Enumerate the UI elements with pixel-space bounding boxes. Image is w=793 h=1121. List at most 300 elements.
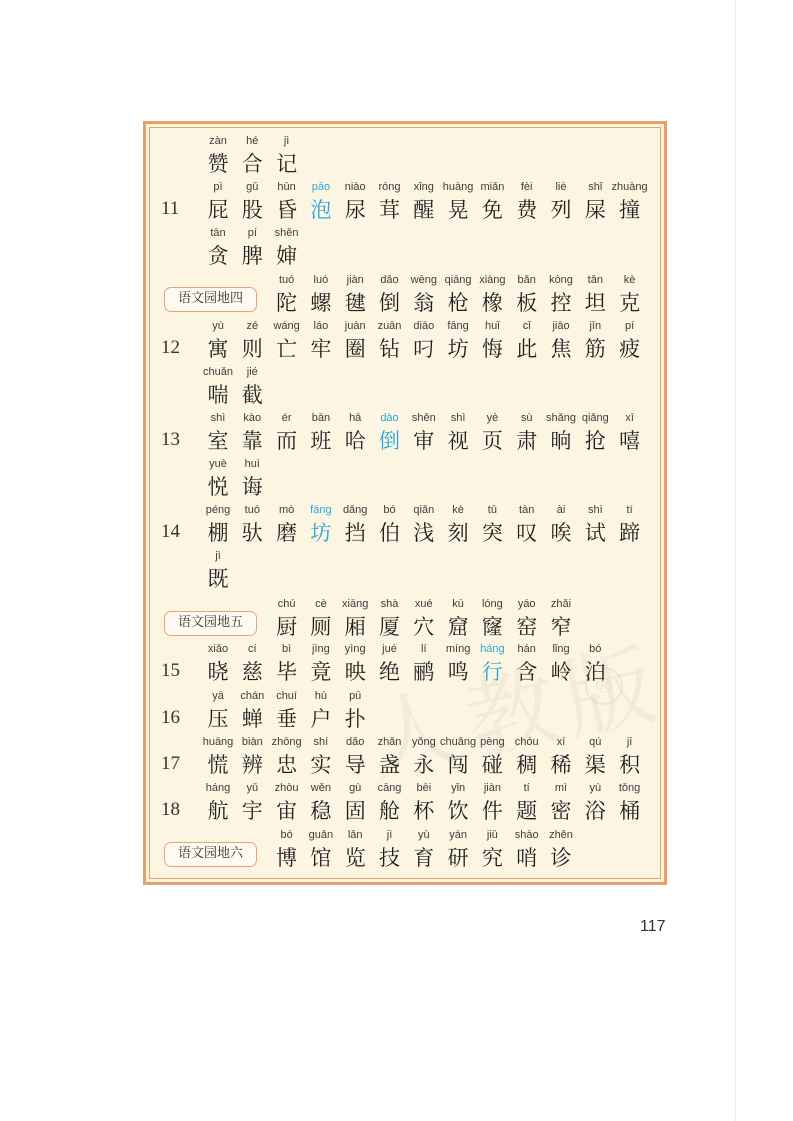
pinyin: jiàn xyxy=(346,274,364,286)
pinyin: lǐng xyxy=(552,643,570,655)
hanzi: 股 xyxy=(241,198,263,222)
hanzi: 稀 xyxy=(550,753,572,777)
lesson-number: 14 xyxy=(161,521,180,542)
pinyin: bǎn xyxy=(517,274,536,286)
pinyin: xiǎo xyxy=(207,643,229,655)
hanzi: 稳 xyxy=(310,799,332,823)
pinyin: cí xyxy=(248,643,257,655)
character-entry xyxy=(270,135,304,178)
pinyin: zàn xyxy=(209,135,227,147)
pinyin: pí xyxy=(247,227,257,239)
pinyin: cāng xyxy=(377,782,402,794)
hanzi: 鹂 xyxy=(413,660,435,684)
character-entry xyxy=(613,504,647,547)
pinyin: tí xyxy=(626,504,633,516)
page-number: 117 xyxy=(640,918,666,935)
hanzi: 厢 xyxy=(344,615,366,639)
pinyin: pāo xyxy=(311,181,331,193)
pinyin: jiū xyxy=(486,829,498,841)
pinyin: zuān xyxy=(377,320,402,332)
hanzi: 板 xyxy=(516,291,538,315)
hanzi: 室 xyxy=(207,429,229,453)
pinyin: tuó xyxy=(278,274,295,286)
hanzi: 橡 xyxy=(481,291,503,315)
pinyin: miǎn xyxy=(480,181,505,193)
pinyin: yáo xyxy=(517,598,536,610)
hanzi: 稠 xyxy=(516,753,538,777)
hanzi: 嘻 xyxy=(619,429,641,453)
hanzi: 馆 xyxy=(310,846,332,870)
character-row xyxy=(0,320,793,366)
pinyin: róng xyxy=(378,181,401,193)
hanzi: 户 xyxy=(310,707,332,731)
hanzi: 晌 xyxy=(550,429,572,453)
hanzi: 舱 xyxy=(379,799,400,823)
hanzi: 记 xyxy=(276,152,298,176)
pinyin: bì xyxy=(282,643,292,655)
pinyin: ér xyxy=(281,412,292,424)
hanzi: 突 xyxy=(481,521,503,545)
hanzi: 醒 xyxy=(413,198,435,222)
pinyin: xiàng xyxy=(479,274,506,286)
hanzi: 截 xyxy=(241,383,263,407)
pinyin: qiǎn xyxy=(413,504,435,516)
lesson-number: 15 xyxy=(161,660,180,681)
pinyin: pì xyxy=(213,181,223,193)
hanzi: 螺 xyxy=(310,291,332,315)
hanzi: 杯 xyxy=(413,799,435,823)
hanzi: 究 xyxy=(481,846,503,870)
hanzi: 绝 xyxy=(379,660,400,684)
hanzi: 哈 xyxy=(344,429,366,453)
pinyin: hé xyxy=(246,135,259,147)
pinyin: bó xyxy=(383,504,396,516)
pinyin: guǎn xyxy=(308,829,334,841)
hanzi: 穴 xyxy=(413,615,435,639)
pinyin: tuó xyxy=(244,504,260,516)
pinyin: zhǎi xyxy=(550,598,572,610)
pinyin: jì xyxy=(215,550,221,562)
pinyin: diāo xyxy=(413,320,435,332)
hanzi: 则 xyxy=(241,337,263,361)
hanzi: 窄 xyxy=(550,615,572,639)
character-row xyxy=(0,690,793,736)
lesson-number: 11 xyxy=(161,198,180,219)
pinyin: gù xyxy=(349,782,362,794)
hanzi: 哨 xyxy=(516,846,538,870)
hanzi: 倒 xyxy=(379,429,400,453)
hanzi: 竟 xyxy=(310,660,332,684)
pinyin: shěn xyxy=(411,412,436,424)
pinyin: kū xyxy=(452,598,464,610)
hanzi: 陀 xyxy=(276,291,298,315)
pinyin: jué xyxy=(382,643,397,655)
hanzi: 筋 xyxy=(584,337,606,361)
pinyin: zhǎn xyxy=(377,736,402,748)
pinyin: hán xyxy=(517,643,536,655)
pinyin: bó xyxy=(280,829,293,841)
hanzi: 挡 xyxy=(344,521,366,545)
pinyin: xué xyxy=(414,598,433,610)
hanzi: 磨 xyxy=(276,521,298,545)
hanzi: 宇 xyxy=(241,799,263,823)
pinyin: tí xyxy=(523,782,530,794)
hanzi: 撞 xyxy=(619,198,641,222)
pinyin: wáng xyxy=(273,320,300,332)
lesson-number: 13 xyxy=(161,429,180,450)
hanzi: 蹄 xyxy=(619,521,641,545)
pinyin: yù xyxy=(212,320,224,332)
character-entry xyxy=(613,782,647,825)
pinyin: niào xyxy=(344,181,366,193)
pinyin: qiǎng xyxy=(581,412,609,424)
character-entry xyxy=(613,412,647,455)
hanzi: 尿 xyxy=(344,198,366,222)
hanzi: 伯 xyxy=(379,521,400,545)
hanzi: 控 xyxy=(550,291,572,315)
hanzi: 疲 xyxy=(619,337,641,361)
pinyin: lǎn xyxy=(347,829,363,841)
hanzi: 唉 xyxy=(550,521,572,545)
hanzi: 垂 xyxy=(276,707,298,731)
hanzi: 行 xyxy=(481,660,503,684)
pinyin: zhuàng xyxy=(611,181,648,193)
pinyin: kè xyxy=(452,504,464,516)
hanzi: 审 xyxy=(413,429,435,453)
pinyin: háng xyxy=(205,782,231,794)
hanzi: 屎 xyxy=(584,198,606,222)
hanzi: 晃 xyxy=(447,198,469,222)
pinyin: biàn xyxy=(241,736,263,748)
section-label: 语文园地五 xyxy=(164,611,257,636)
hanzi: 渠 xyxy=(584,753,606,777)
character-row xyxy=(0,504,793,550)
pinyin: fáng xyxy=(310,504,332,516)
pinyin: shì xyxy=(450,412,466,424)
hanzi: 合 xyxy=(241,152,263,176)
hanzi: 圈 xyxy=(344,337,366,361)
character-entry xyxy=(544,598,578,641)
pinyin: chuǎn xyxy=(203,366,233,378)
pinyin: jiàn xyxy=(483,782,501,794)
hanzi: 题 xyxy=(516,799,538,823)
pinyin: hūn xyxy=(277,181,296,193)
hanzi: 脾 xyxy=(241,244,263,268)
pinyin: hù xyxy=(314,690,328,702)
hanzi: 悦 xyxy=(207,475,229,499)
hanzi: 毽 xyxy=(344,291,366,315)
hanzi: 鸣 xyxy=(447,660,469,684)
hanzi: 蝉 xyxy=(241,707,263,731)
hanzi: 实 xyxy=(310,753,332,777)
pinyin: yù xyxy=(417,829,430,841)
hanzi: 悔 xyxy=(481,337,503,361)
hanzi: 博 xyxy=(276,846,298,870)
pinyin: cǐ xyxy=(522,320,531,332)
pinyin: yuè xyxy=(209,458,227,470)
character-entry xyxy=(578,643,612,686)
hanzi: 诲 xyxy=(241,475,263,499)
hanzi: 岭 xyxy=(550,660,572,684)
pinyin: luó xyxy=(313,274,329,286)
pinyin: shǎng xyxy=(546,412,576,424)
pinyin: dǎo xyxy=(380,274,399,286)
character-entry xyxy=(270,227,304,270)
hanzi: 技 xyxy=(379,846,400,870)
hanzi: 慈 xyxy=(241,660,263,684)
pinyin: jì xyxy=(283,135,290,147)
hanzi: 密 xyxy=(550,799,572,823)
lesson-number: 12 xyxy=(161,337,180,358)
pinyin: jì xyxy=(386,829,393,841)
pinyin: yè xyxy=(486,412,499,424)
pinyin: fèi xyxy=(520,181,533,193)
pinyin: ài xyxy=(556,504,566,516)
hanzi: 刻 xyxy=(447,521,469,545)
pinyin: xǐng xyxy=(413,181,434,193)
character-row xyxy=(0,181,793,227)
hanzi: 窑 xyxy=(516,615,538,639)
pinyin: juàn xyxy=(344,320,366,332)
pinyin: chuí xyxy=(276,690,297,702)
hanzi: 费 xyxy=(516,198,538,222)
pinyin: wēng xyxy=(410,274,437,286)
pinyin: wěn xyxy=(310,782,331,794)
pinyin: bó xyxy=(589,643,602,655)
character-row xyxy=(0,550,793,596)
hanzi: 永 xyxy=(413,753,435,777)
hanzi: 棚 xyxy=(207,521,229,545)
hanzi: 抢 xyxy=(584,429,606,453)
hanzi: 亡 xyxy=(276,337,298,361)
hanzi: 诊 xyxy=(550,846,572,870)
pinyin: zé xyxy=(246,320,259,332)
pinyin: chú xyxy=(277,598,296,610)
hanzi: 宙 xyxy=(276,799,298,823)
character-entry xyxy=(201,550,235,593)
hanzi: 晓 xyxy=(207,660,229,684)
pinyin: jìng xyxy=(312,643,330,655)
pinyin: hā xyxy=(349,412,362,424)
hanzi: 茸 xyxy=(379,198,400,222)
character-entry xyxy=(235,366,269,409)
pinyin: bēi xyxy=(416,782,432,794)
character-row xyxy=(0,736,793,782)
character-entry xyxy=(613,736,647,779)
section-label: 语文园地四 xyxy=(164,287,257,312)
hanzi: 牢 xyxy=(310,337,332,361)
hanzi: 览 xyxy=(344,846,366,870)
pinyin: shì xyxy=(210,412,226,424)
pinyin: mò xyxy=(278,504,295,516)
character-row xyxy=(0,412,793,458)
pinyin: gǔ xyxy=(246,181,259,193)
hanzi: 坊 xyxy=(310,521,332,545)
pinyin: yìng xyxy=(344,643,366,655)
hanzi: 焦 xyxy=(550,337,572,361)
hanzi: 扑 xyxy=(344,707,366,731)
hanzi: 叹 xyxy=(516,521,538,545)
hanzi: 倒 xyxy=(379,291,400,315)
hanzi: 研 xyxy=(447,846,469,870)
pinyin: xiāng xyxy=(342,598,369,610)
pinyin: yǐn xyxy=(451,782,466,794)
hanzi: 而 xyxy=(276,429,298,453)
hanzi: 枪 xyxy=(447,291,469,315)
pinyin: tū xyxy=(487,504,497,516)
hanzi: 厦 xyxy=(379,615,400,639)
pinyin: láo xyxy=(313,320,329,332)
pinyin: jié xyxy=(246,366,258,378)
pinyin: háng xyxy=(480,643,505,655)
character-entry xyxy=(613,320,647,363)
character-row xyxy=(0,366,793,412)
pinyin: tǎn xyxy=(587,274,603,286)
hanzi: 盏 xyxy=(379,753,400,777)
pinyin: pū xyxy=(349,690,362,702)
hanzi: 坦 xyxy=(584,291,606,315)
registered-mark-watermark: ® xyxy=(585,667,623,705)
character-row xyxy=(0,782,793,828)
hanzi: 此 xyxy=(516,337,538,361)
character-entry xyxy=(235,458,269,501)
pinyin: mì xyxy=(554,782,568,794)
hanzi: 钻 xyxy=(379,337,400,361)
pinyin: chán xyxy=(240,690,265,702)
pinyin: tān xyxy=(210,227,226,239)
pinyin: jīn xyxy=(589,320,602,332)
pinyin: kè xyxy=(623,274,636,286)
hanzi: 毕 xyxy=(276,660,298,684)
character-row xyxy=(0,643,793,689)
hanzi: 昏 xyxy=(276,198,298,222)
hanzi: 闯 xyxy=(447,753,469,777)
hanzi: 赞 xyxy=(207,152,229,176)
pinyin: fāng xyxy=(447,320,469,332)
pinyin: yā xyxy=(212,690,224,702)
pinyin: pí xyxy=(625,320,635,332)
hanzi: 映 xyxy=(344,660,366,684)
hanzi: 浅 xyxy=(413,521,435,545)
character-entry xyxy=(613,274,647,317)
pinyin: shěn xyxy=(274,227,299,239)
pinyin: yán xyxy=(449,829,467,841)
hanzi: 积 xyxy=(619,753,641,777)
hanzi: 碰 xyxy=(481,753,503,777)
character-row xyxy=(0,598,793,644)
pinyin: shào xyxy=(514,829,539,841)
character-row xyxy=(0,274,793,320)
hanzi: 浴 xyxy=(584,799,606,823)
pinyin: dǎng xyxy=(342,504,368,516)
character-row xyxy=(0,829,793,875)
hanzi: 寓 xyxy=(207,337,229,361)
hanzi: 贪 xyxy=(207,244,229,268)
pinyin: dǎo xyxy=(346,736,365,748)
character-entry xyxy=(544,829,578,872)
pinyin: lí xyxy=(421,643,427,655)
hanzi: 喘 xyxy=(207,383,229,407)
pinyin: yù xyxy=(589,782,602,794)
pinyin: yǒng xyxy=(411,736,436,748)
pinyin: lóng xyxy=(481,598,503,610)
hanzi: 坊 xyxy=(447,337,469,361)
pinyin: chuǎng xyxy=(440,736,477,748)
character-row xyxy=(0,135,793,181)
character-row xyxy=(0,458,793,504)
hanzi: 泡 xyxy=(310,198,332,222)
pinyin: zhòu xyxy=(274,782,299,794)
pinyin: pèng xyxy=(480,736,505,748)
hanzi: 叼 xyxy=(413,337,435,361)
pinyin: bān xyxy=(311,412,331,424)
hanzi: 翁 xyxy=(413,291,435,315)
hanzi: 含 xyxy=(516,660,538,684)
pinyin: dào xyxy=(380,412,399,424)
hanzi: 列 xyxy=(550,198,572,222)
hanzi: 免 xyxy=(481,198,503,222)
pinyin: qú xyxy=(589,736,602,748)
hanzi: 试 xyxy=(584,521,606,545)
hanzi: 厕 xyxy=(310,615,332,639)
hanzi: 导 xyxy=(344,753,366,777)
pinyin: zhōng xyxy=(271,736,302,748)
hanzi: 班 xyxy=(310,429,332,453)
hanzi: 婶 xyxy=(276,244,298,268)
lesson-number: 17 xyxy=(161,753,180,774)
hanzi: 厨 xyxy=(276,615,298,639)
pinyin: huì xyxy=(244,458,260,470)
pinyin: huāng xyxy=(202,736,234,748)
hanzi: 屁 xyxy=(207,198,229,222)
pinyin: jiāo xyxy=(552,320,570,332)
hanzi: 慌 xyxy=(207,753,229,777)
pinyin: péng xyxy=(205,504,231,516)
pinyin: kào xyxy=(243,412,262,424)
pinyin: liè xyxy=(555,181,567,193)
pinyin: xī xyxy=(556,736,566,748)
pinyin: qiāng xyxy=(444,274,472,286)
pinyin: xī xyxy=(625,412,634,424)
hanzi: 辨 xyxy=(241,753,263,777)
pinyin: yǔ xyxy=(246,782,259,794)
section-label: 语文园地六 xyxy=(164,842,257,867)
pinyin: míng xyxy=(445,643,471,655)
hanzi: 泊 xyxy=(584,660,606,684)
pinyin: jī xyxy=(626,736,633,748)
character-entry xyxy=(338,690,372,733)
pinyin: kòng xyxy=(549,274,573,286)
pinyin: zhěn xyxy=(549,829,573,841)
lesson-number: 18 xyxy=(161,799,180,820)
hanzi: 驮 xyxy=(241,521,263,545)
hanzi: 肃 xyxy=(516,429,538,453)
hanzi: 靠 xyxy=(241,429,263,453)
pinyin: shǐ xyxy=(588,181,603,193)
hanzi: 航 xyxy=(207,799,229,823)
hanzi: 饮 xyxy=(447,799,469,823)
hanzi: 视 xyxy=(447,429,469,453)
hanzi: 固 xyxy=(344,799,366,823)
hanzi: 桶 xyxy=(619,799,641,823)
pinyin: tǒng xyxy=(618,782,641,794)
hanzi: 既 xyxy=(207,567,229,591)
pinyin: huǐ xyxy=(485,320,500,332)
pinyin: shì xyxy=(587,504,603,516)
pinyin: chóu xyxy=(514,736,539,748)
pinyin: shà xyxy=(380,598,399,610)
pinyin: shí xyxy=(313,736,329,748)
